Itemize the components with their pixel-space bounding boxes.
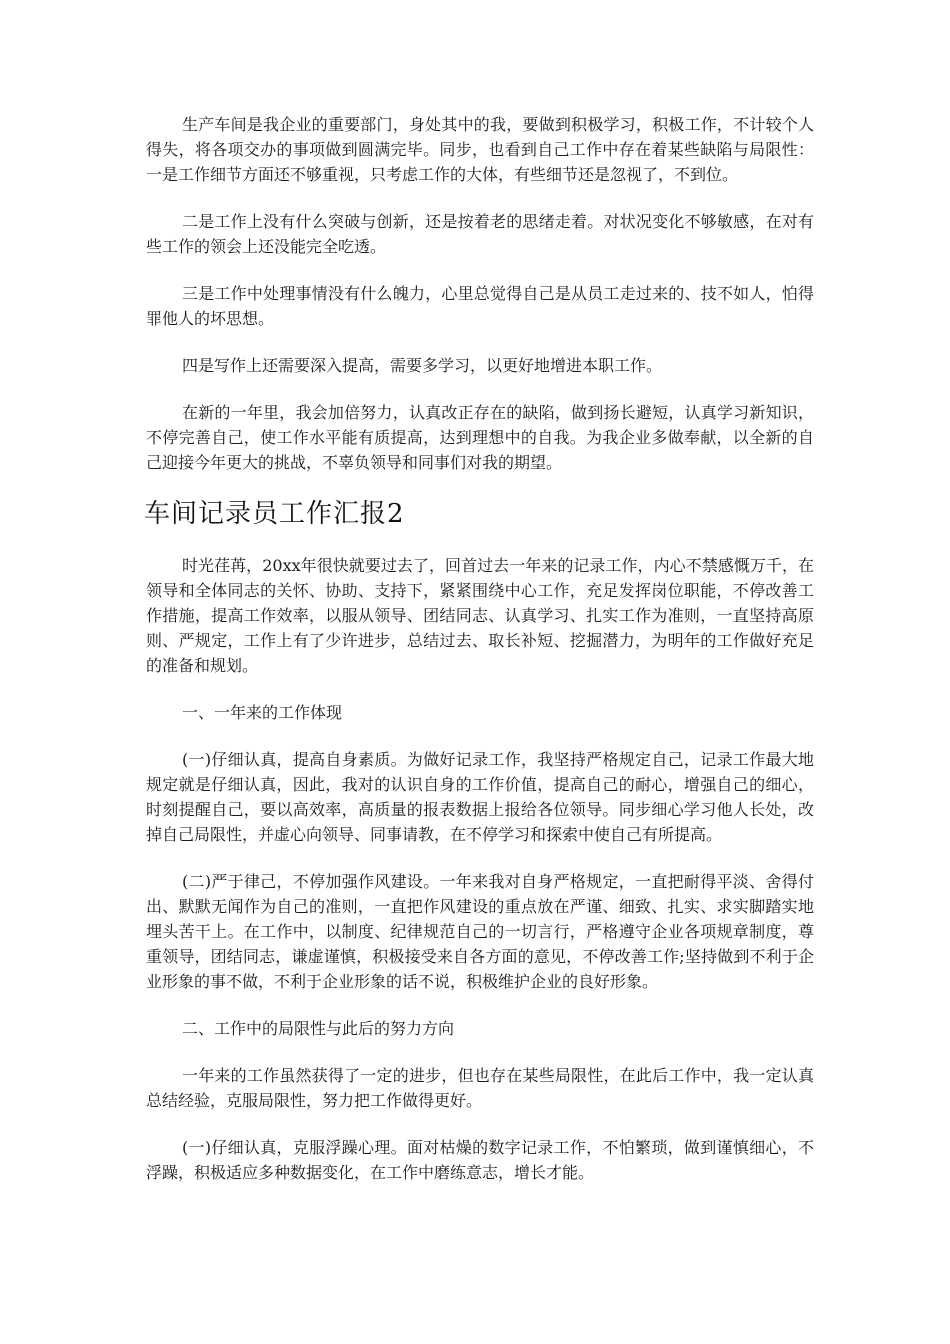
paragraph: (一)仔细认真，提高自身素质。为做好记录工作，我坚持严格规定自己，记录工作最大地规定就是仔细认真，因此，我对的认识自身的工作价值，提高自己的耐心，增强自己的细心，时刻提醒自己，要以高效率，高质量的报表数据上报给各位领导。同步细心学习他人长处，改掉自己局限性，并虚心向领导、同事请教，在不停学习和探索中使自己有所提高。: [146, 750, 814, 844]
section-heading: 车间记录员工作汇报2: [144, 499, 405, 529]
paragraph: 一年来的工作虽然获得了一定的进步，但也存在某些局限性，在此后工作中，我一定认真总结经验，克服局限性，努力把工作做得更好。: [146, 1066, 814, 1110]
subheading: 一、一年来的工作体现: [182, 703, 343, 722]
paragraph: 在新的一年里，我会加倍努力，认真改正存在的缺陷，做到扬长避短，认真学习新知识，不停完善自己，使工作水平能有质提高，达到理想中的自我。为我企业多做奉献，以全新的自己迎接今年更大的挑战，不辜负领导和同事们对我的期望。: [146, 403, 814, 472]
paragraph: 生产车间是我企业的重要部门，身处其中的我，要做到积极学习，积极工作，不计较个人得失，将各项交办的事项做到圆满完毕。同步，也看到自己工作中存在着某些缺陷与局限性：一是工作细节方面还不够重视，只考虑工作的大体，有些细节还是忽视了，不到位。: [146, 115, 814, 184]
paragraph: 时光荏苒，20xx年很快就要过去了，回首过去一年来的记录工作，内心不禁感慨万千，在领导和全体同志的关怀、协助、支持下，紧紧围绕中心工作，充足发挥岗位职能，不停改善工作措施，提高工作效率，以服从领导、团结同志、认真学习、扎实工作为准则，一直坚持高原则、严规定，工作上有了少许进步，总结过去、取长补短、挖掘潜力，为明年的工作做好充足的准备和规划。: [146, 556, 814, 675]
paragraph: 四是写作上还需要深入提高，需要多学习，以更好地增进本职工作。: [182, 356, 663, 375]
paragraph: 二是工作上没有什么突破与创新，还是按着老的思绪走着。对状况变化不够敏感，在对有些工作的领会上还没能完全吃透。: [146, 212, 814, 256]
paragraph: (一)仔细认真，克服浮躁心理。面对枯燥的数字记录工作，不怕繁琐，做到谨慎细心，不浮躁，积极适应多种数据变化，在工作中磨练意志，增长才能。: [146, 1138, 814, 1182]
subheading: 二、工作中的局限性与此后的努力方向: [182, 1019, 455, 1038]
paragraph: (二)严于律己，不停加强作风建设。一年来我对自身严格规定，一直把耐得平淡、舍得付出、默默无闻作为自己的准则，一直把作风建设的重点放在严谨、细致、扎实、求实脚踏实地埋头苦干上。在工作中，以制度、纪律规范自己的一切言行，严格遵守企业各项规章制度，尊重领导，团结同志，谦虚谨慎，积极接受来自各方面的意见，不停改善工作;坚持做到不利于企业形象的事不做，不利于企业形象的话不说，积极维护企业的良好形象。: [146, 872, 814, 991]
paragraph: 三是工作中处理事情没有什么魄力，心里总觉得自己是从员工走过来的、技不如人，怕得罪他人的坏思想。: [146, 284, 814, 328]
document-page: [146, 112, 814, 1207]
